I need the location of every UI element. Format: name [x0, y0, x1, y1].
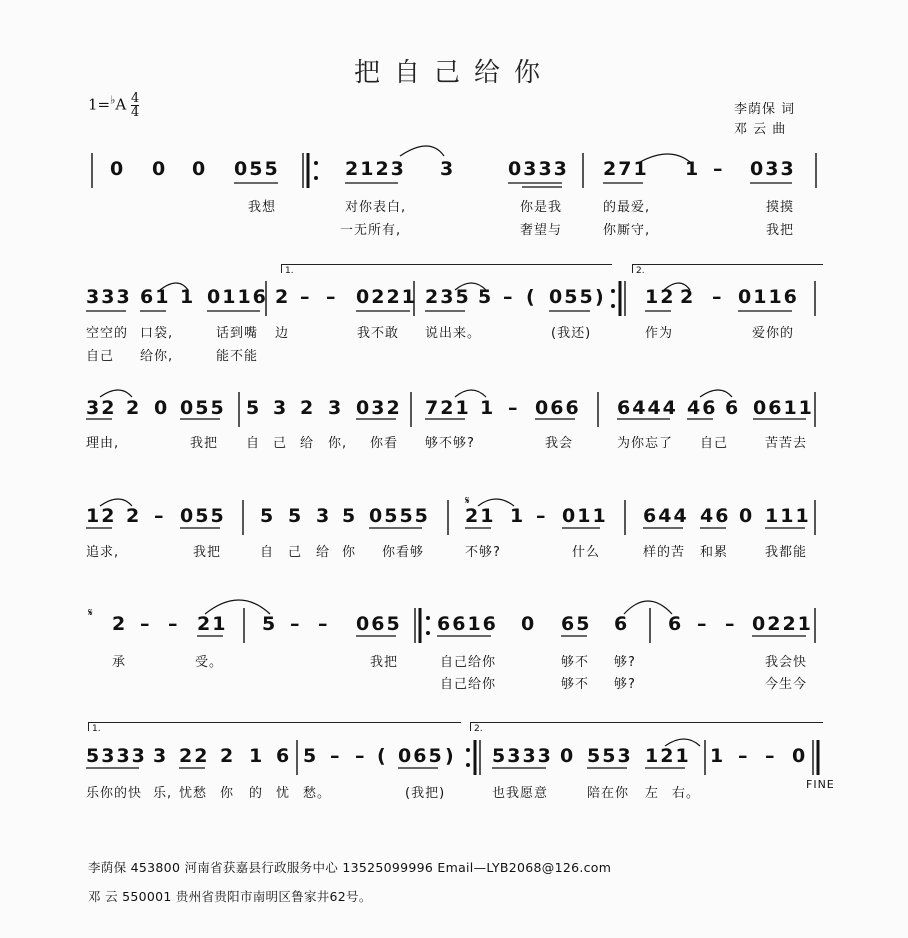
lyric-text: 自己: [86, 349, 115, 364]
lyric-text: 乐,: [153, 786, 173, 801]
note-group: 0221: [752, 613, 813, 635]
note-group: 0116: [207, 286, 268, 308]
lyric-text: 爱你的: [752, 326, 795, 341]
meter-bottom: 4: [130, 105, 140, 120]
lyric-text: 自己: [700, 436, 729, 451]
note-group: 5: [246, 397, 262, 419]
note-group: 61: [140, 286, 171, 308]
note-group: 3: [316, 505, 332, 527]
lyric-text: 的: [249, 786, 264, 801]
note-group: –: [725, 613, 737, 635]
lyric-text: 给: [316, 545, 331, 560]
lyric-text: 够不: [561, 655, 590, 670]
second-ending-bracket-a: [632, 264, 823, 273]
note-group: 055: [180, 505, 226, 527]
note-group: 6444: [617, 397, 678, 419]
note-group: 6: [276, 745, 292, 767]
note-group: 5: [260, 505, 276, 527]
lyric-text: 一无所有,: [340, 223, 402, 238]
lyric-text: 够?: [614, 677, 636, 692]
lyric-text: 口袋,: [140, 326, 174, 341]
note-group: 065: [398, 745, 444, 767]
note-group: 5333: [86, 745, 147, 767]
lyric-text: 不够?: [465, 545, 501, 560]
note-group: –: [168, 613, 180, 635]
note-group: 0: [792, 745, 808, 767]
lyric-text: 我把: [766, 223, 795, 238]
lyric-text: 空空的: [86, 326, 129, 341]
lyric-text: 自: [260, 545, 275, 560]
flat-sign: ♭: [110, 93, 116, 107]
note-group: 065: [356, 613, 402, 635]
lyric-text: 我把: [190, 436, 219, 451]
first-ending-label-b: 1.: [92, 724, 101, 734]
lyric-text: 也我愿意: [492, 786, 549, 801]
ornament-mark: 𝄋: [465, 494, 470, 507]
second-ending-label-a: 2.: [636, 266, 645, 276]
note-group: 1: [510, 505, 526, 527]
lyric-text: 你是我: [520, 200, 563, 215]
note-group: 2: [300, 397, 316, 419]
lyric-text: 你看够: [382, 545, 425, 560]
lyric-text: 自己给你: [440, 677, 497, 692]
lyric-text: 给你,: [140, 349, 174, 364]
note-group: 12: [645, 286, 676, 308]
note-group: –: [355, 745, 367, 767]
note-group: 22: [179, 745, 210, 767]
lyric-text: 够不: [561, 677, 590, 692]
meter-top: 4: [130, 91, 140, 106]
note-group: 0221: [356, 286, 417, 308]
lyric-text: 忧愁: [179, 786, 208, 801]
lyric-text: 受。: [195, 655, 224, 670]
note-group: 5: [262, 613, 278, 635]
note-group: 111: [765, 505, 811, 527]
note-group: –: [536, 505, 548, 527]
lyric-text: 给: [300, 436, 315, 451]
note-group: 2: [275, 286, 291, 308]
note-group: –: [140, 613, 152, 635]
lyricist-contact: 李荫保 453800 河南省获嘉县行政服务中心 13525099996 Email—LYB2068@126.com: [88, 860, 612, 875]
lyric-text: 说出来。: [425, 326, 482, 341]
song-title: 把自己给你: [353, 58, 554, 88]
note-group: 0333: [508, 158, 569, 180]
note-group: 0: [192, 158, 208, 180]
note-group: 2: [680, 286, 696, 308]
note-group: –: [713, 158, 725, 180]
lyric-text: 你: [342, 545, 357, 560]
lyric-text: 你: [220, 786, 235, 801]
lyric-text: 自己给你: [440, 655, 497, 670]
note-group: 5: [303, 745, 319, 767]
note-group: 0555: [369, 505, 430, 527]
lyric-text: 己: [273, 436, 288, 451]
lyric-text: 你看: [370, 436, 399, 451]
note-group: 0: [154, 397, 170, 419]
note-group: –: [738, 745, 750, 767]
note-group: 1: [180, 286, 196, 308]
note-group: 65: [561, 613, 592, 635]
note-group: –: [765, 745, 777, 767]
lyric-text: 陪在你: [587, 786, 630, 801]
lyric-text: 和累: [700, 545, 729, 560]
note-group: 0: [152, 158, 168, 180]
lyric-text: 我会快: [765, 655, 808, 670]
note-group: 1: [249, 745, 265, 767]
note-group: –: [326, 286, 338, 308]
lyric-text: 我都能: [765, 545, 808, 560]
note-group: 6: [725, 397, 741, 419]
lyric-text: 右。: [672, 786, 701, 801]
lyric-text: 你,: [328, 436, 348, 451]
note-group: 3: [440, 158, 456, 180]
lyricist-credit: 李荫保 词: [734, 102, 796, 117]
note-group: 333: [86, 286, 132, 308]
note-group: 21: [197, 613, 228, 635]
lyric-text: 我把: [370, 655, 399, 670]
note-group: 2: [220, 745, 236, 767]
note-group: 0: [739, 505, 755, 527]
note-group: 3: [328, 397, 344, 419]
note-group: 32: [86, 397, 117, 419]
lyric-text: 够不够?: [425, 436, 475, 451]
lyric-text: 愁。: [303, 786, 332, 801]
lyric-text: 什么: [572, 545, 601, 560]
note-group: 5: [342, 505, 358, 527]
note-group: 46: [700, 505, 731, 527]
lyric-text: 话到嘴: [216, 326, 259, 341]
note-group: 5: [288, 505, 304, 527]
key-prefix: 1=: [88, 95, 111, 114]
lyric-text: 我不敢: [357, 326, 400, 341]
note-group: –: [290, 613, 302, 635]
note-group: 0611: [753, 397, 814, 419]
note-group: 721: [425, 397, 471, 419]
note-group: 1: [685, 158, 701, 180]
note-group: 2: [126, 397, 142, 419]
lyric-text: 摸摸: [766, 200, 795, 215]
lyric-text: 你厮守,: [603, 223, 651, 238]
note-group: 055: [180, 397, 226, 419]
note-group: 2: [112, 613, 128, 635]
lyric-text: 对你表白,: [345, 200, 407, 215]
note-group: 1: [480, 397, 496, 419]
note-group: –: [712, 286, 724, 308]
note-group: 6: [614, 613, 630, 635]
note-group: 121: [645, 745, 691, 767]
lyric-text: (我还): [551, 326, 592, 341]
note-group: 033: [750, 158, 796, 180]
note-group: 1: [710, 745, 726, 767]
note-group: 46: [687, 397, 718, 419]
lyric-text: 今生今: [765, 677, 808, 692]
lyric-text: 自: [246, 436, 261, 451]
lyric-text: 够?: [614, 655, 636, 670]
note-group: 0: [521, 613, 537, 635]
lyric-text: 边: [275, 326, 290, 341]
note-group: 6616: [437, 613, 498, 635]
note-group: 066: [535, 397, 581, 419]
note-group: 235: [425, 286, 471, 308]
lyric-text: (我把): [405, 786, 446, 801]
note-group: 3: [153, 745, 169, 767]
lyric-text: 理由,: [86, 436, 120, 451]
note-group: 0116: [738, 286, 799, 308]
note-group: –: [503, 286, 515, 308]
note-group: 011: [562, 505, 608, 527]
lyric-text: 乐你的快: [86, 786, 143, 801]
first-ending-bracket-a: [281, 264, 612, 273]
note-group: –: [318, 613, 330, 635]
note-group: 032: [356, 397, 402, 419]
second-ending-label-b: 2.: [474, 724, 483, 734]
composer-contact: 邓 云 550001 贵州省贵阳市南明区鲁家井62号。: [88, 889, 372, 904]
lyric-text: 忧: [276, 786, 291, 801]
note-group: 553: [587, 745, 633, 767]
lyric-text: 的最爱,: [603, 200, 651, 215]
note-group: 0: [560, 745, 576, 767]
note-group: –: [300, 286, 312, 308]
lyric-text: 奢望与: [520, 223, 563, 238]
note-group: –: [508, 397, 520, 419]
note-group: (: [377, 745, 388, 767]
lyric-text: 我把: [193, 545, 222, 560]
lyric-text: 左: [645, 786, 660, 801]
note-group: 6: [668, 613, 684, 635]
lyric-text: 追求,: [86, 545, 120, 560]
lyric-text: 己: [288, 545, 303, 560]
composer-credit: 邓 云 曲: [734, 122, 787, 137]
note-group: 2123: [345, 158, 406, 180]
note-group: ): [595, 286, 606, 308]
lyric-text: 为你忘了: [617, 436, 674, 451]
note-group: 055: [549, 286, 595, 308]
lyric-text: 样的苦: [643, 545, 686, 560]
note-group: ): [445, 745, 456, 767]
note-group: 3: [273, 397, 289, 419]
note-group: (: [526, 286, 537, 308]
lyric-text: 能不能: [216, 349, 259, 364]
lyric-text: 承: [112, 655, 127, 670]
note-group: 12: [86, 505, 117, 527]
lyric-text: 苦苦去: [765, 436, 808, 451]
note-group: –: [697, 613, 709, 635]
lyric-text: 我会: [545, 436, 574, 451]
first-ending-label-a: 1.: [285, 266, 294, 276]
note-group: –: [154, 505, 166, 527]
note-group: 055: [234, 158, 280, 180]
note-group: 21: [465, 505, 496, 527]
note-group: 0: [110, 158, 126, 180]
lyric-text: 我想: [248, 200, 277, 215]
note-group: 5: [478, 286, 494, 308]
first-ending-bracket-b: [88, 722, 461, 731]
lyric-text: 作为: [645, 326, 674, 341]
note-group: –: [330, 745, 342, 767]
note-group: 271: [603, 158, 649, 180]
segno-mark: 𝄋: [88, 606, 93, 619]
fine-mark: FINE: [806, 778, 835, 791]
key-tonic: A: [115, 95, 127, 114]
note-group: 2: [126, 505, 142, 527]
second-ending-bracket-b: [470, 722, 823, 731]
note-group: 644: [643, 505, 689, 527]
note-group: 5333: [492, 745, 553, 767]
